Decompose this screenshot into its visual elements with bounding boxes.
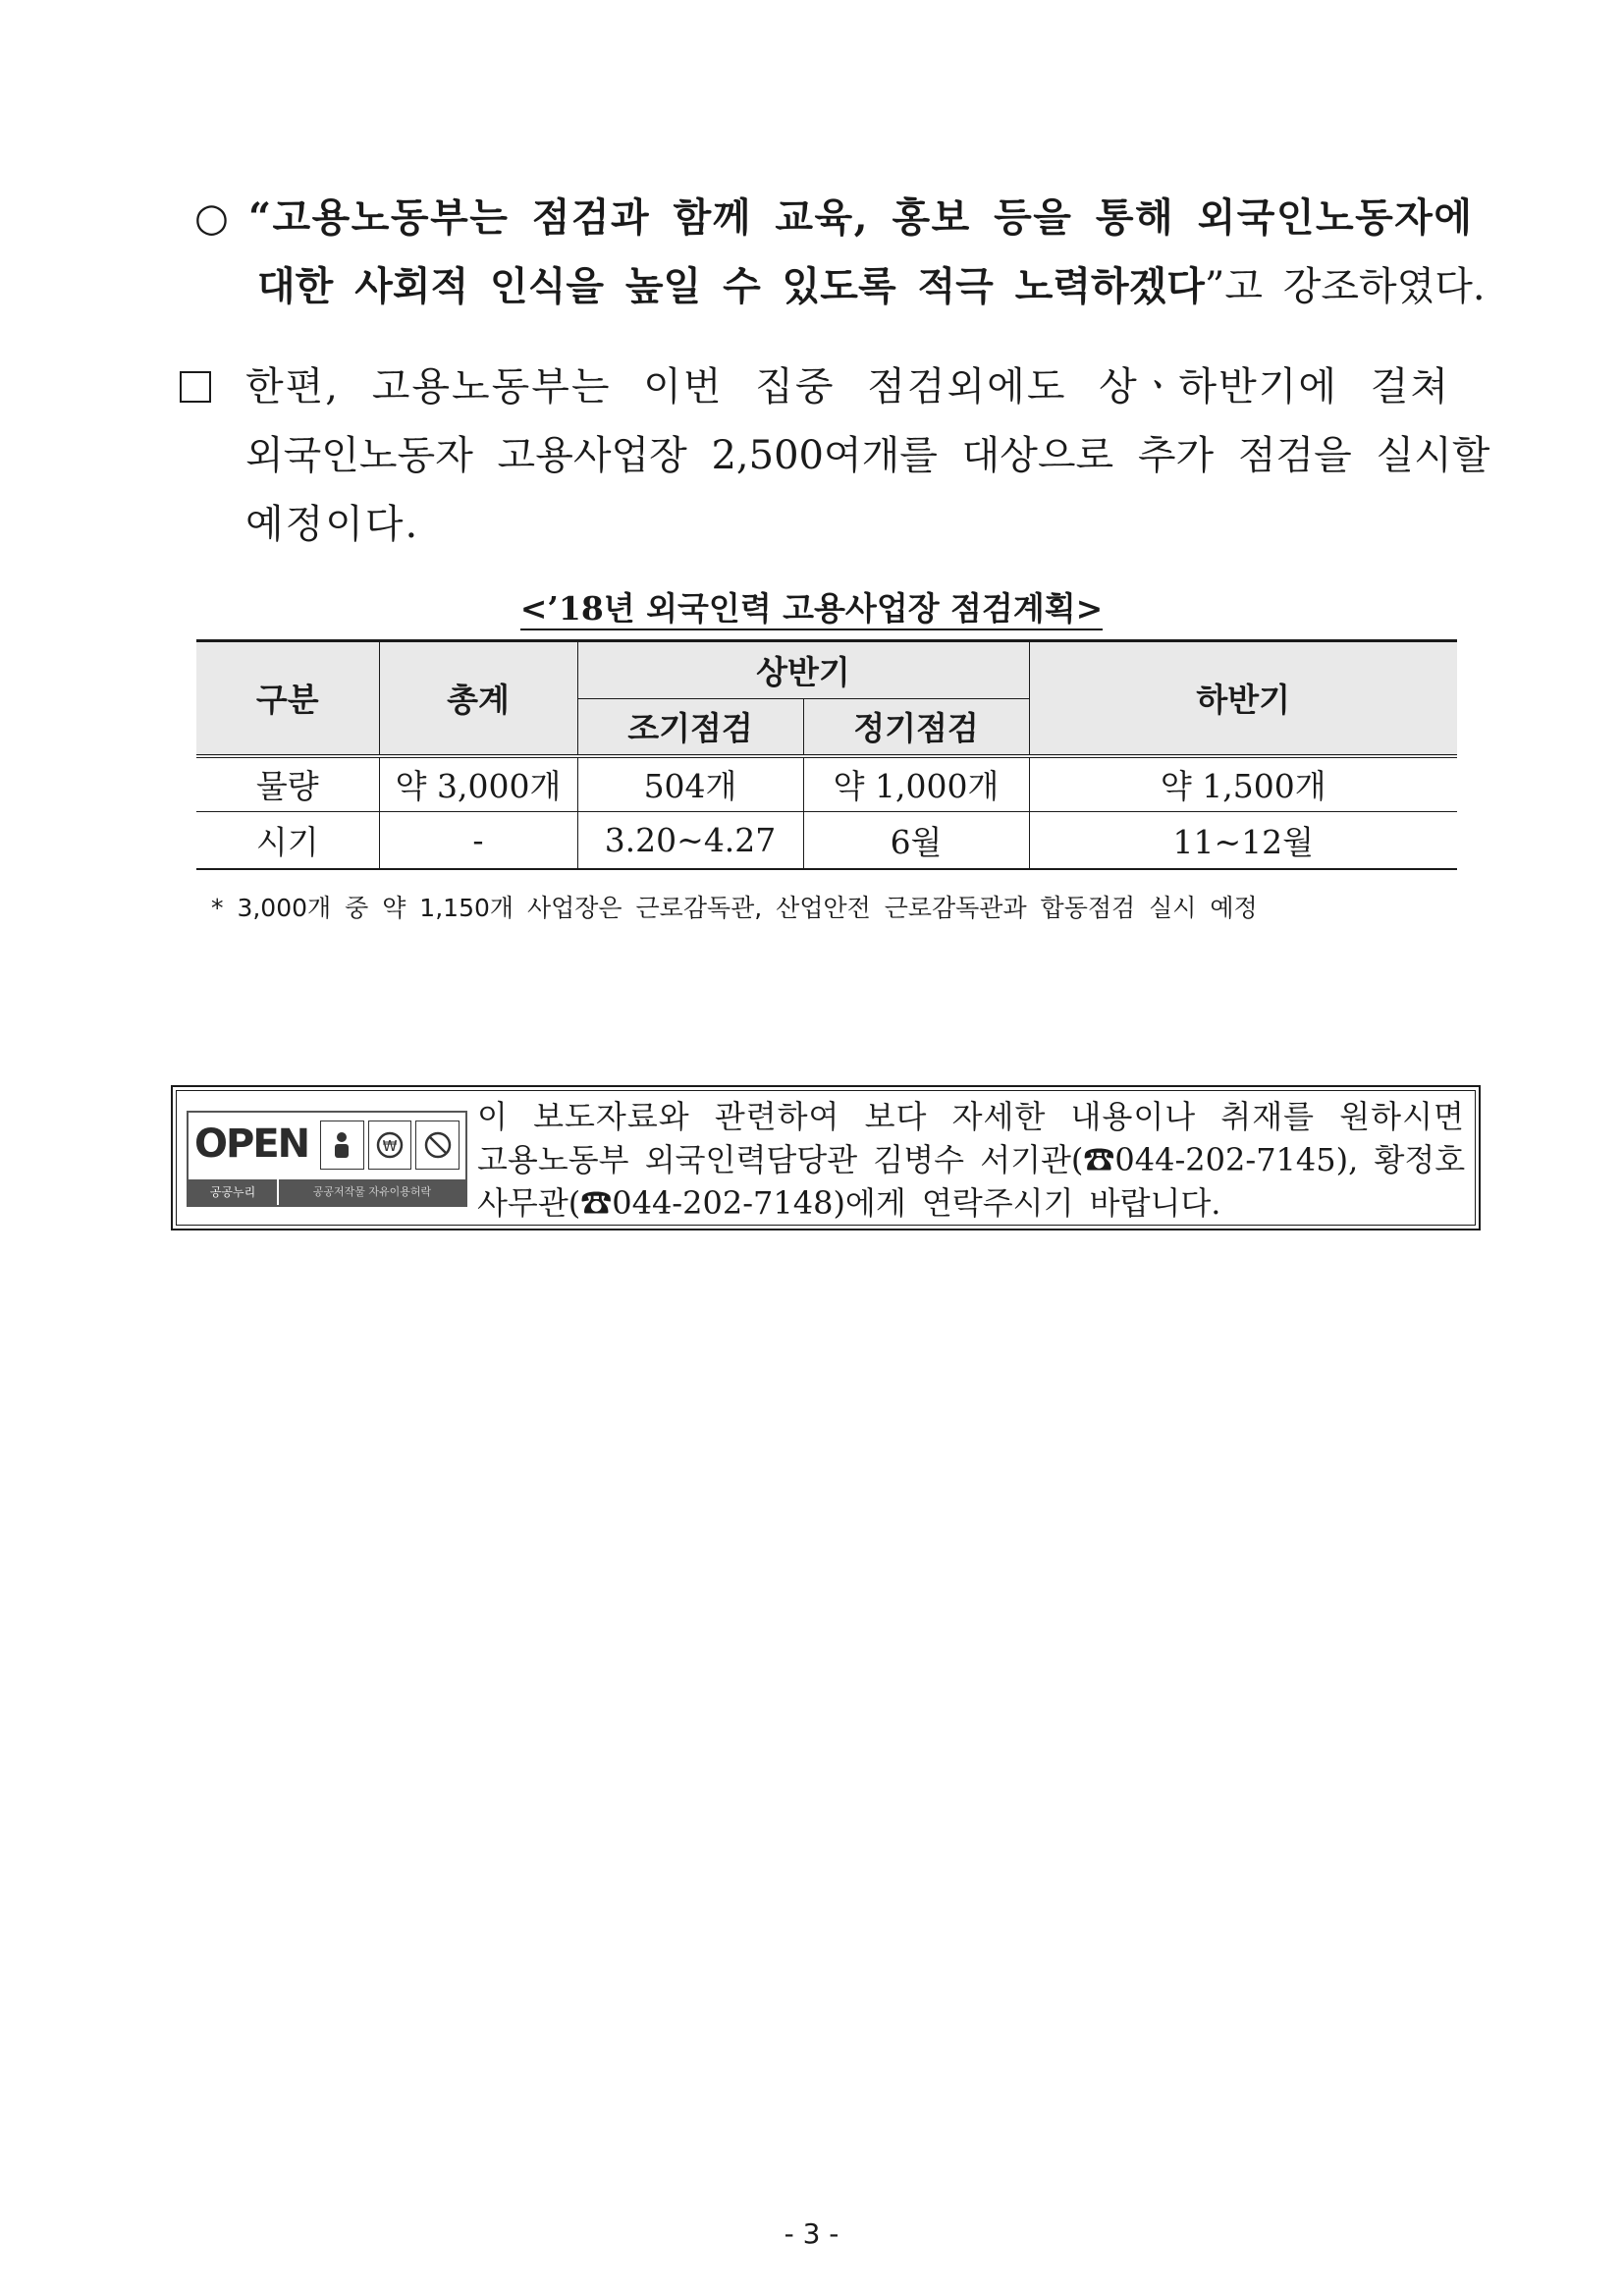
contact-line-1: 이 보도자료와 관련하여 보다 자세한 내용이나 취재를 원하시면 xyxy=(477,1098,1465,1135)
quote-line-2-tail: ”고 강조하였다. xyxy=(1204,264,1486,309)
header-second-half: 하반기 xyxy=(1029,641,1457,756)
non-commercial-icon xyxy=(368,1121,412,1170)
circle-bullet-icon: ○ xyxy=(194,195,229,241)
page-number: - 3 - xyxy=(784,2217,839,2250)
header-regular-check: 정기점검 xyxy=(803,699,1029,756)
note-line-2: 외국인노동자 고용사업장 2,500여개를 대상으로 추가 점검을 실시할 xyxy=(245,433,1490,478)
cell-regular: 6월 xyxy=(803,812,1029,869)
cell-early: 504개 xyxy=(577,756,803,812)
logo-bar-right: 공공저작물 자유이용허락 xyxy=(312,1185,432,1198)
attribution-icon xyxy=(320,1121,364,1170)
note-line-3: 예정이다. xyxy=(245,502,420,547)
table-row xyxy=(196,756,1457,812)
quote-line-2-bold: 대한 사회적 인식을 높일 수 있도록 적극 노력하겠다 xyxy=(257,263,1205,309)
contact-box xyxy=(171,1085,1481,1230)
inspection-plan-table xyxy=(196,639,1457,870)
header-first-half: 상반기 xyxy=(577,641,1029,699)
license-icons xyxy=(320,1121,460,1170)
table-title: <’18년 외국인력 고용사업장 점검계획> xyxy=(0,587,1623,630)
table-footnote: * 3,000개 중 약 1,150개 사업장은 근로감독관, 산업안전 근로감독관과 합동점검 실시 예정 xyxy=(211,894,1258,922)
quote-line-1: “고용노동부는 점검과 함께 교육, 홍보 등을 통해 외국인노동자에 xyxy=(248,194,1474,241)
open-logo-text: OPEN xyxy=(194,1121,309,1167)
header-total: 총계 xyxy=(379,641,577,756)
contact-line-2: 고용노동부 외국인력담당관 김병수 서기관(☎044-202-7145), 황정호 xyxy=(477,1141,1466,1178)
svg-text:₩: ₩ xyxy=(382,1137,398,1155)
logo-bar-left: 공공누리 xyxy=(189,1179,279,1205)
cell-total: - xyxy=(379,812,577,869)
contact-text xyxy=(477,1095,1471,1225)
table-row xyxy=(196,812,1457,869)
header-early-check: 조기점검 xyxy=(577,699,803,756)
cell-second: 11~12월 xyxy=(1029,812,1457,869)
cell-early: 3.20~4.27 xyxy=(577,812,803,869)
note-line-1: 한편, 고용노동부는 이번 집중 점검외에도 상ㆍ하반기에 걸쳐 xyxy=(245,364,1451,410)
header-category: 구분 xyxy=(196,641,379,756)
row-label: 시기 xyxy=(196,812,379,869)
cell-second: 약 1,500개 xyxy=(1029,756,1457,812)
logo-bar xyxy=(189,1179,465,1205)
cell-regular: 약 1,000개 xyxy=(803,756,1029,812)
cell-total: 약 3,000개 xyxy=(379,756,577,812)
no-derivatives-icon xyxy=(415,1121,460,1170)
row-label: 물량 xyxy=(196,756,379,812)
contact-line-3: 사무관(☎044-202-7148)에게 연락주시기 바랍니다. xyxy=(477,1184,1221,1222)
quote-line-2 xyxy=(257,261,1486,312)
kogl-open-logo xyxy=(187,1111,467,1207)
square-bullet-icon xyxy=(180,371,211,403)
